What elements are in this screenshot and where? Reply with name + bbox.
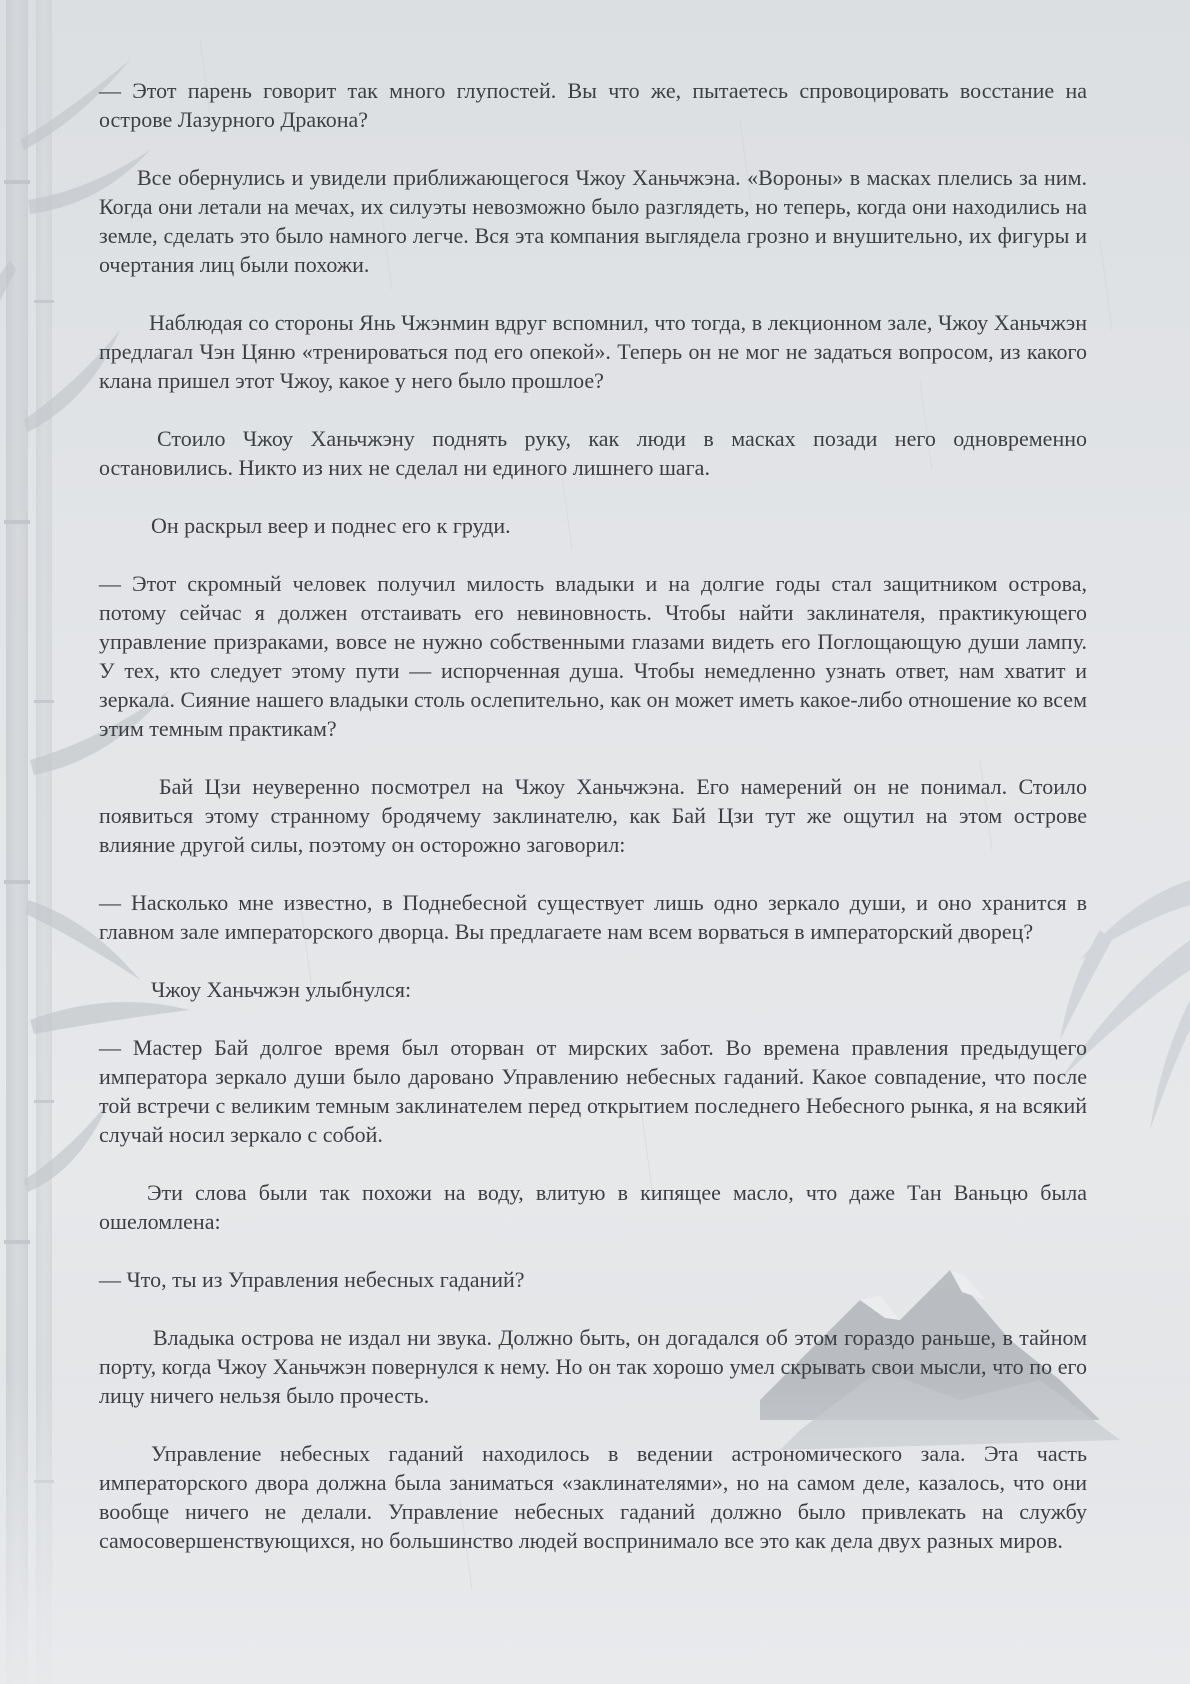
paragraph-2: Все обернулись и увидели приближающегося Чжоу Ханьчжэна. «Вороны» в масках плелись за ним. Когда они летали на мечах, их силуэты невозможно было разглядеть, но теперь, когда они находились на земле, сделать это было намного легче. Вся эта компания выглядела грозно и внушительно, их фигуры и очертания лиц были похожи. [99,165,1087,277]
paragraph-13: Владыка острова не издал ни звука. Должно быть, он догадался об этом гораздо раньше, в тайном порту, когда Чжоу Ханьчжэн повернулся к нему. Но он так хорошо умел скрывать свои мысли, что по его лицу ничего нельзя было прочесть. [99,1325,1087,1408]
paragraph-1: — Этот парень говорит так много глупостей. Вы что же, пытаетесь спровоцировать восстание на острове Лазурного Дракона? [99,78,1087,132]
paragraph-9: Чжоу Ханьчжэн улыбнулся: [151,977,412,1002]
paragraph-3: Наблюдая со стороны Янь Чжэнмин вдруг вспомнил, что тогда, в лекционном зале, Чжоу Ханьчжэн предлагал Чэн Цяню «тренироваться под его опекой». Теперь он не мог не задаться вопросом, из какого клана пришел этот Чжоу, какое у него было прошлое? [99,310,1087,393]
paragraph-4: Стоило Чжоу Ханьчжэну поднять руку, как люди в масках позади него одновременно остановились. Никто из них не сделал ни единого лишнего шага. [99,426,1087,480]
paragraph-12: — Что, ты из Управления небесных гаданий? [99,1267,525,1292]
paragraph-7: Бай Цзи неуверенно посмотрел на Чжоу Ханьчжэна. Его намерений он не понимал. Стоило появиться этому странному бродячему заклинателю, как Бай Цзи тут же ощутил на этом острове влияние другой силы, поэтому он осторожно заговорил: [99,774,1087,857]
paragraph-5: Он раскрыл веер и поднес его к груди. [151,513,511,538]
paragraph-6: — Этот скромный человек получил милость владыки и на долгие годы стал защитником острова, потому сейчас я должен отстаивать его невиновность. Чтобы найти заклинателя, практикующего управление призраками, вовсе не нужно собственными глазами видеть его Поглощающую души лампу. У тех, кто следует этому пути — испорченная душа. Чтобы немедленно узнать ответ, нам хватит и зеркала. Сияние нашего владыки столь ослепительно, как он может иметь какое-либо отношение ко всем этим темным практикам? [99,571,1087,741]
paragraph-11: Эти слова были так похожи на воду, влитую в кипящее масло, что даже Тан Ваньцю была ошеломлена: [99,1180,1087,1234]
document-body [99,76,1087,1555]
paragraph-10: — Мастер Бай долгое время был оторван от мирских забот. Во времена правления предыдущего императора зеркало души было даровано Управлению небесных гаданий. Какое совпадение, что после той встречи с великим темным заклинателем перед открытием последнего Небесного рынка, я на всякий случай носил зеркало с собой. [99,1035,1087,1147]
paragraph-8: — Насколько мне известно, в Поднебесной существует лишь одно зеркало души, и оно хранится в главном зале императорского дворца. Вы предлагаете нам всем ворваться в императорский дворец? [99,890,1087,944]
paragraph-14: Управление небесных гаданий находилось в ведении астрономического зала. Эта часть императорского двора должна была заниматься «заклинателями», но на самом деле, казалось, что они вообще ничего не делали. Управление небесных гаданий должно было привлекать на службу самосовершенствующихся, но большинство людей воспринимало все это как дела двух разных миров. [99,1441,1087,1553]
